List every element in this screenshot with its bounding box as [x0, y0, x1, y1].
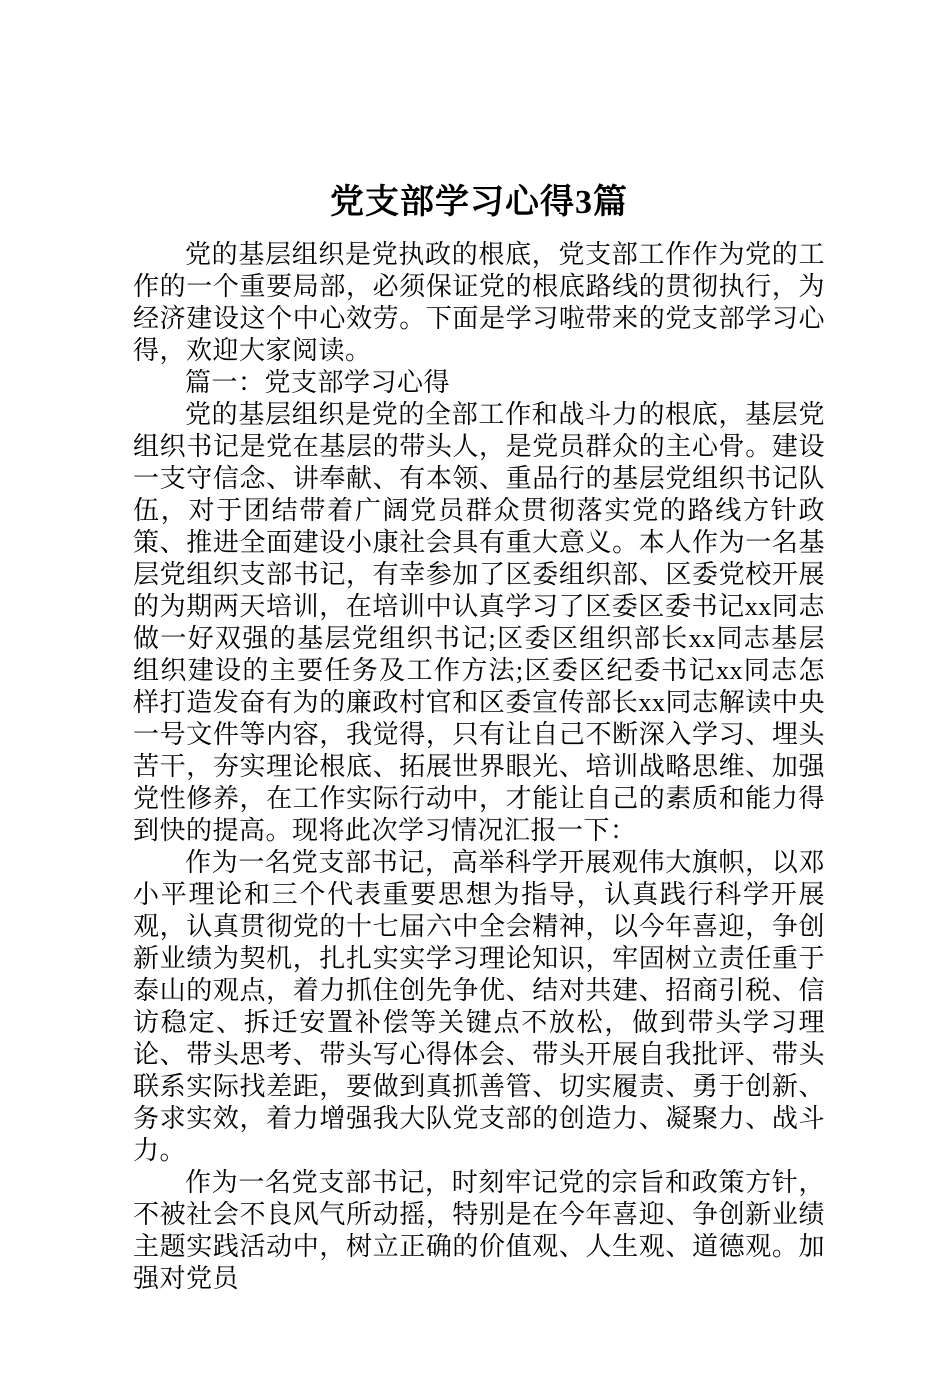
paragraph: 党的基层组织是党执政的根底，党支部工作作为党的工作的一个重要局部，必须保证党的根底路线的贯彻执行，为经济建设这个中心效劳。下面是学习啦带来的党支部学习心得，欢迎大家阅读。 [133, 240, 825, 365]
paragraph: 篇一：党支部学习心得 [185, 368, 451, 397]
paragraph: 作为一名党支部书记，时刻牢记党的宗旨和政策方针，不被社会不良风气所动摇，特别是在今年喜迎、争创新业绩主题实践活动中，树立正确的价值观、人生观、道德观。加强对党员 [133, 1168, 825, 1293]
paragraph: 党的基层组织是党的全部工作和战斗力的根底，基层党组织书记是党在基层的带头人，是党员群众的主心骨。建设一支守信念、讲奉献、有本领、重品行的基层党组织书记队伍，对于团结带着广阔党员群众贯彻落实党的路线方针政策、推进全面建设小康社会具有重大意义。本人作为一名基层党组织支部书记，有幸参加了区委组织部、区委党校开展的为期两天培训，在培训中认真学习了区委区委书记xx同志做一好双强的基层党组织书记;区委区组织部长xx同志基层组织建设的主要任务及工作方法;区委区纪委书记xx同志怎样打造发奋有为的廉政村官和区委宣传部长xx同志解读中央一号文件等内容，我觉得，只有让自己不断深入学习、埋头苦干，夯实理论根底、拓展世界眼光、培训战略思维、加强党性修养，在工作实际行动中，才能让自己的素质和能力得到快的提高。现将此次学习情况汇报一下： [133, 400, 825, 845]
paragraph: 作为一名党支部书记，高举科学开展观伟大旗帜，以邓小平理论和三个代表重要思想为指导，认真践行科学开展观，认真贯彻党的十七届六中全会精神，以今年喜迎，争创新业绩为契机，扎扎实实学习理论知识，牢固树立责任重于泰山的观点，着力抓住创先争优、结对共建、招商引税、信访稳定、拆迁安置补偿等关键点不放松，做到带头学习理论、带头思考、带头写心得体会、带头开展自我批评、带头联系实际找差距，要做到真抓善管、切实履责、勇于创新、务求实效，着力增强我大队党支部的创造力、凝聚力、战斗力。 [133, 848, 825, 1165]
document-title: 党支部学习心得3篇 [330, 184, 628, 221]
document-body [133, 239, 825, 1295]
